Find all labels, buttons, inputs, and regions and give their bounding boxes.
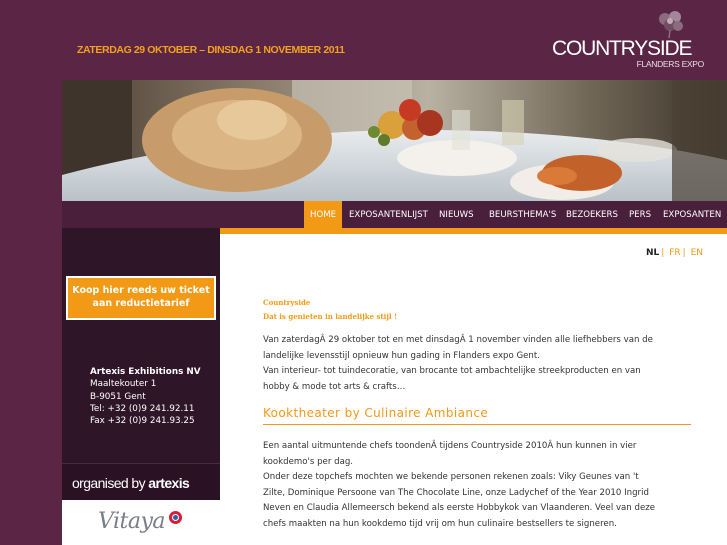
intro-heading-line1: Countryside — [263, 298, 311, 307]
sidebar-band — [62, 201, 220, 228]
organiser-name: Artexis Exhibitions NV — [90, 367, 201, 377]
organiser-street: Maaltekouter 1 — [90, 379, 157, 390]
lang-separator: | — [682, 248, 686, 258]
kooktheater-line: chefs maakten na hun kookdemo tijd vrij om hun culinaire bestsellers te signeren. — [263, 518, 617, 529]
kooktheater-paragraph — [263, 439, 691, 533]
lang-nl[interactable]: NL — [646, 248, 660, 258]
buy-ticket-button[interactable] — [66, 276, 216, 320]
nav-exposantenlijst[interactable]: EXPOSANTENLIJST — [349, 210, 428, 220]
intro-line: Van interieur- tot tuindecoratie, van brocante tot ambachtelijke streekproducten en van — [263, 366, 641, 377]
banner-image — [62, 80, 727, 201]
organised-by-text: organised by — [72, 475, 145, 491]
organiser-fax: Fax +32 (0)9 241.93.25 — [90, 416, 195, 427]
kooktheater-line: kookdemo's per dag. — [263, 456, 354, 467]
ticket-button-line1: Koop hier reeds uw ticket — [72, 285, 210, 296]
ticket-button-line2: aan reductietarief — [92, 297, 190, 309]
nav-nieuws[interactable]: NIEUWS — [439, 210, 474, 220]
left-sidebar — [62, 201, 220, 500]
kooktheater-line: Zilte, Dominique Persoone van The Chocolate Line, onze Ladychef of the Year 2010 Ingrid — [263, 487, 649, 498]
language-switcher — [646, 248, 703, 258]
organiser-tel: Tel: +32 (0)9 241.92.11 — [90, 403, 195, 414]
organiser-city: B-9051 Gent — [90, 391, 146, 402]
nav-bezoekers[interactable]: BEZOEKERS — [566, 210, 618, 220]
site-header — [0, 0, 727, 80]
nav-pers[interactable]: PERS — [629, 210, 652, 220]
intro-paragraph — [263, 333, 691, 395]
kooktheater-line: Een aantal uitmuntende chefs toondenÂ tijdens Countryside 2010Â hun kunnen in vier — [263, 441, 637, 451]
main-navigation — [220, 201, 727, 228]
lang-fr[interactable]: FR — [669, 248, 681, 258]
countryside-logo[interactable] — [552, 10, 704, 70]
logo-subtitle: FLANDERS EXPO — [636, 59, 704, 69]
organised-by-label — [72, 475, 189, 491]
main-content — [220, 234, 727, 545]
section-heading: Kooktheater by Culinaire Ambiance — [263, 406, 489, 420]
section-divider — [263, 424, 691, 425]
organiser-address — [90, 366, 201, 427]
artexis-brand: artexis — [148, 475, 190, 491]
intro-heading — [263, 296, 397, 324]
intro-line: hobby & mode tot arts & crafts… — [263, 381, 406, 392]
flower-icon — [656, 10, 686, 38]
vitaya-text: Vitaya — [98, 509, 166, 534]
nav-exposanten[interactable]: EXPOSANTEN — [663, 210, 722, 220]
organised-by-artexis[interactable] — [62, 463, 220, 500]
picnic-photo — [62, 80, 727, 201]
vitaya-dot-icon — [169, 511, 182, 524]
intro-heading-line2: Dat is genieten in landelijke stijl ! — [263, 312, 398, 321]
nav-home[interactable]: HOME — [304, 201, 342, 228]
lang-separator: | — [661, 248, 665, 258]
vitaya-logo[interactable] — [62, 500, 220, 545]
event-date: ZATERDAG 29 OKTOBER – DINSDAG 1 NOVEMBER 2011 — [77, 44, 345, 56]
intro-line: Van zaterdagÂ 29 oktober tot en met dinsdagÂ 1 november vinden alle liefhebbers van de — [263, 335, 653, 345]
kooktheater-line: Neven en Claudia Allemeersch bekend als eerste Hobbykok van Vlaanderen. Veel van deze — [263, 503, 656, 514]
logo-name: COUNTRYSIDE — [552, 37, 692, 60]
lang-en[interactable]: EN — [690, 248, 703, 258]
nav-beursthemas[interactable]: BEURSTHEMA'S — [489, 210, 557, 220]
intro-line: landelijke levensstijl opnieuw hun gading in Flanders expo Gent. — [263, 350, 540, 361]
kooktheater-line: Onder deze topchefs mochten we bekende personen rekenen zoals: Viky Geunes van 't — [263, 472, 639, 483]
